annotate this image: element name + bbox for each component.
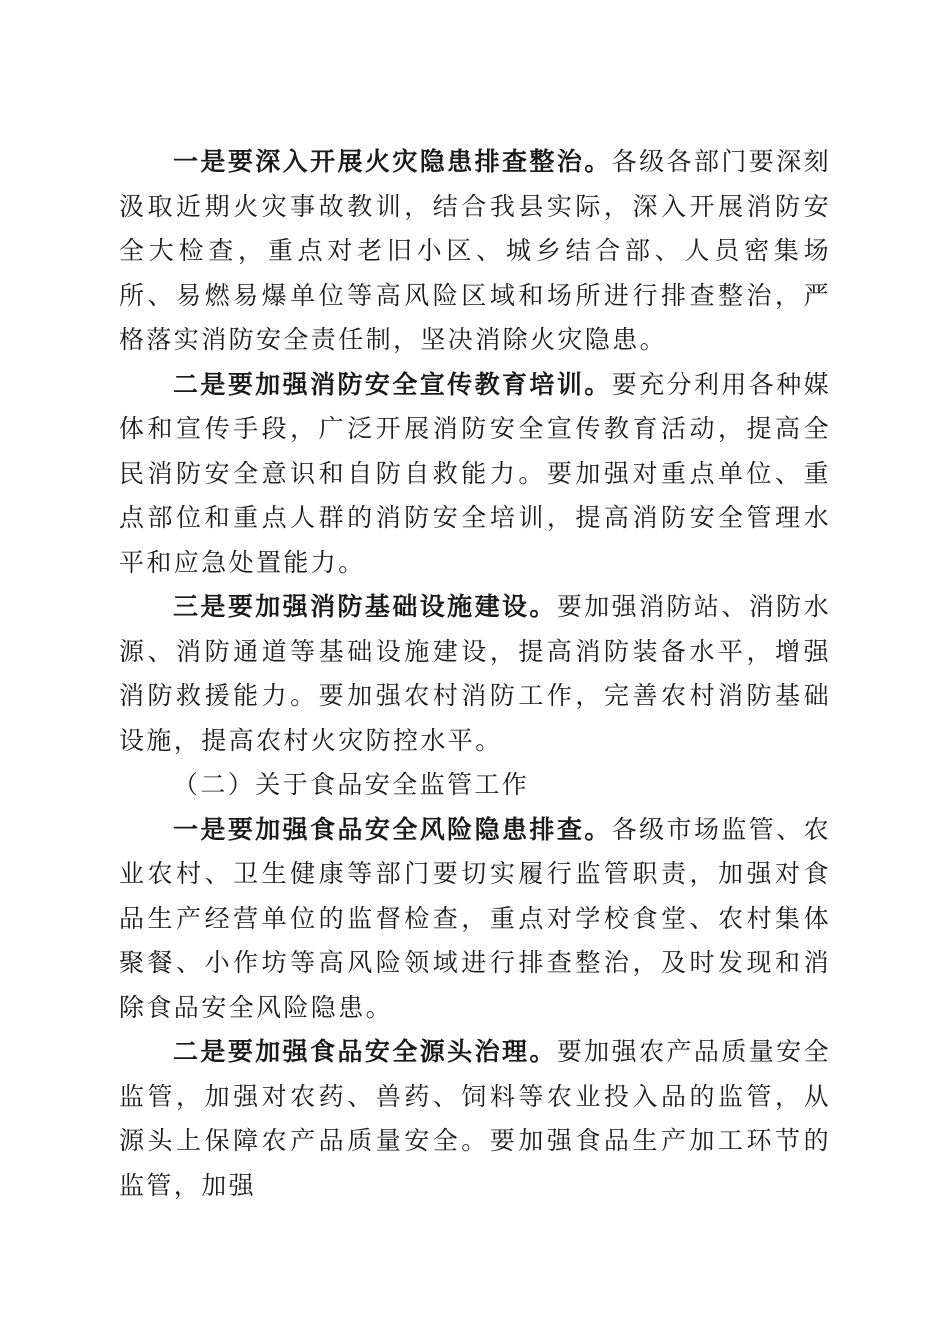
paragraph-lead: 三是要加强消防基础设施建设。 xyxy=(173,592,557,621)
section-heading-food-safety: （二）关于食品安全监管工作 xyxy=(173,770,530,799)
paragraph-food-source-governance xyxy=(119,1030,831,1208)
paragraph-fire-infrastructure xyxy=(119,585,831,763)
paragraph-lead: 二是要加强食品安全源头治理。 xyxy=(173,1037,557,1066)
paragraph-lead: 二是要加强消防安全宣传教育培训。 xyxy=(173,369,612,399)
paragraph-text: 要充分利用各种媒体和宣传手段，广泛开展消防安全宣传教育活动，提高全民消防安全意识和自防自救能力。要加强对重点单位、重点部位和重点人群的消防安全培训，提高消防安全管理水平和应急处置能力。 xyxy=(119,369,832,577)
paragraph-text: 要加强消防站、消防水源、消防通道等基础设施建设，提高消防装备水平，增强消防救援能力。要加强农村消防工作，完善农村消防基础设施，提高农村火灾防控水平。 xyxy=(119,592,831,755)
paragraph-fire-hazard-inspection xyxy=(119,140,831,363)
document-body xyxy=(119,140,831,1208)
paragraph-lead: 一是要深入开展火灾隐患排查整治。 xyxy=(173,147,612,176)
paragraph-text: 要加强农产品质量安全监管，加强对农药、兽药、饲料等农业投入品的监管，从源头上保障农产品质量安全。要加强食品生产加工环节的监管，加强 xyxy=(119,1037,831,1200)
paragraph-text: 各级各部门要深刻汲取近期火灾事故教训，结合我县实际，深入开展消防安全大检查，重点对老旧小区、城乡结合部、人员密集场所、易燃易爆单位等高风险区域和场所进行排查整治，严格落实消防安全责任制，坚决消除火灾隐患。 xyxy=(119,147,832,354)
paragraph-lead: 一是要加强食品安全风险隐患排查。 xyxy=(173,814,612,844)
paragraph-text: 各级市场监管、农业农村、卫生健康等部门要切实履行监管职责，加强对食品生产经营单位的监督检查，重点对学校食堂、农村集体聚餐、小作坊等高风险领域进行排查整治，及时发现和消除食品安全风险隐患。 xyxy=(119,814,832,1022)
paragraph-food-risk-inspection xyxy=(119,808,831,1031)
paragraph-fire-safety-education xyxy=(119,363,831,586)
